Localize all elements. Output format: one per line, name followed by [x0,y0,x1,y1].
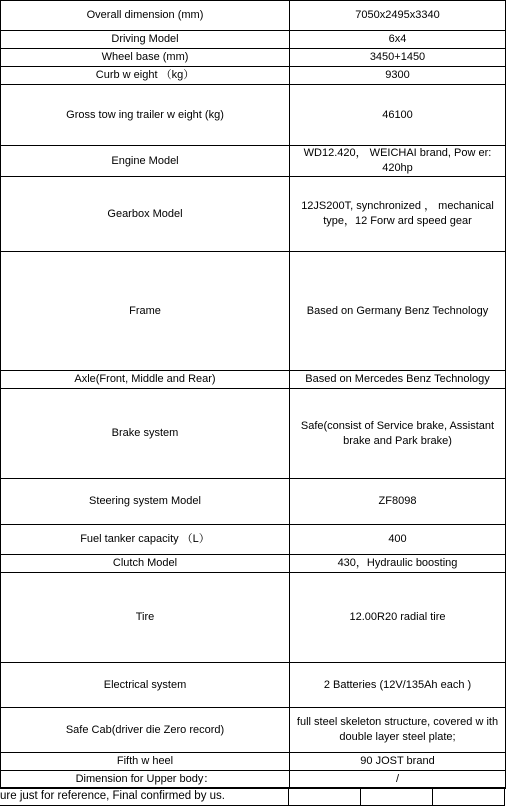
table-row [1,146,506,177]
footer-note: ure just for reference, Final confirmed by us. [0,790,225,802]
row-value: WD12.420， WEICHAI brand, Pow er: 420hp [290,146,506,177]
row-value: full steel skeleton structure, covered w ith double layer steel plate; [290,708,506,753]
row-value: 46100 [290,85,506,146]
row-label: Overall dimension (mm) [1,1,290,31]
row-label: Dimension for Upper body： [1,771,290,789]
row-value: 90 JOST brand [290,753,506,771]
row-value: 400 [290,525,506,555]
row-value: ZF8098 [290,479,506,525]
row-value: 2 Batteries (12V/135Ah each ) [290,663,506,708]
row-label: Brake system [1,389,290,479]
row-value: Based on Mercedes Benz Technology [290,371,506,389]
row-label: Steering system Model [1,479,290,525]
table-row [1,525,506,555]
row-label: Frame [1,252,290,371]
row-label: Fuel tanker capacity （L） [1,525,290,555]
table-row [1,663,506,708]
row-value: 12.00R20 radial tire [290,573,506,663]
table-row [1,31,506,49]
table-row [1,771,506,789]
row-label: Electrical system [1,663,290,708]
row-label: Curb w eight （kg） [1,67,290,85]
row-value: 6x4 [290,31,506,49]
row-value: 7050x2495x3340 [290,1,506,31]
table-row [1,49,506,67]
row-label: Wheel base (mm) [1,49,290,67]
footer-divider [504,788,505,805]
row-label: Engine Model [1,146,290,177]
row-label: Gross tow ing trailer w eight (kg) [1,85,290,146]
row-value: 9300 [290,67,506,85]
table-row [1,67,506,85]
row-label: Gearbox Model [1,177,290,252]
table-row [1,479,506,525]
footer-divider [288,788,289,805]
footer-divider [360,788,361,805]
footer-note-row [0,787,505,806]
row-label: Tire [1,573,290,663]
table-row [1,708,506,753]
table-row [1,85,506,146]
row-value: 430，Hydraulic boosting [290,555,506,573]
row-value: / [290,771,506,789]
row-value: 3450+1450 [290,49,506,67]
table-row [1,555,506,573]
table-row [1,753,506,771]
row-label: Driving Model [1,31,290,49]
row-label: Axle(Front, Middle and Rear) [1,371,290,389]
row-value: Safe(consist of Service brake, Assistant brake and Park brake) [290,389,506,479]
table-row [1,389,506,479]
row-label: Clutch Model [1,555,290,573]
table-row [1,177,506,252]
table-row [1,573,506,663]
row-value: 12JS200T, synchronized ， mechanical type，12 Forw ard speed gear [290,177,506,252]
row-label: Safe Cab(driver die Zero record) [1,708,290,753]
row-value: Based on Germany Benz Technology [290,252,506,371]
row-label: Fifth w heel [1,753,290,771]
footer-divider [432,788,433,805]
table-row [1,1,506,31]
table-row [1,371,506,389]
table-row [1,252,506,371]
